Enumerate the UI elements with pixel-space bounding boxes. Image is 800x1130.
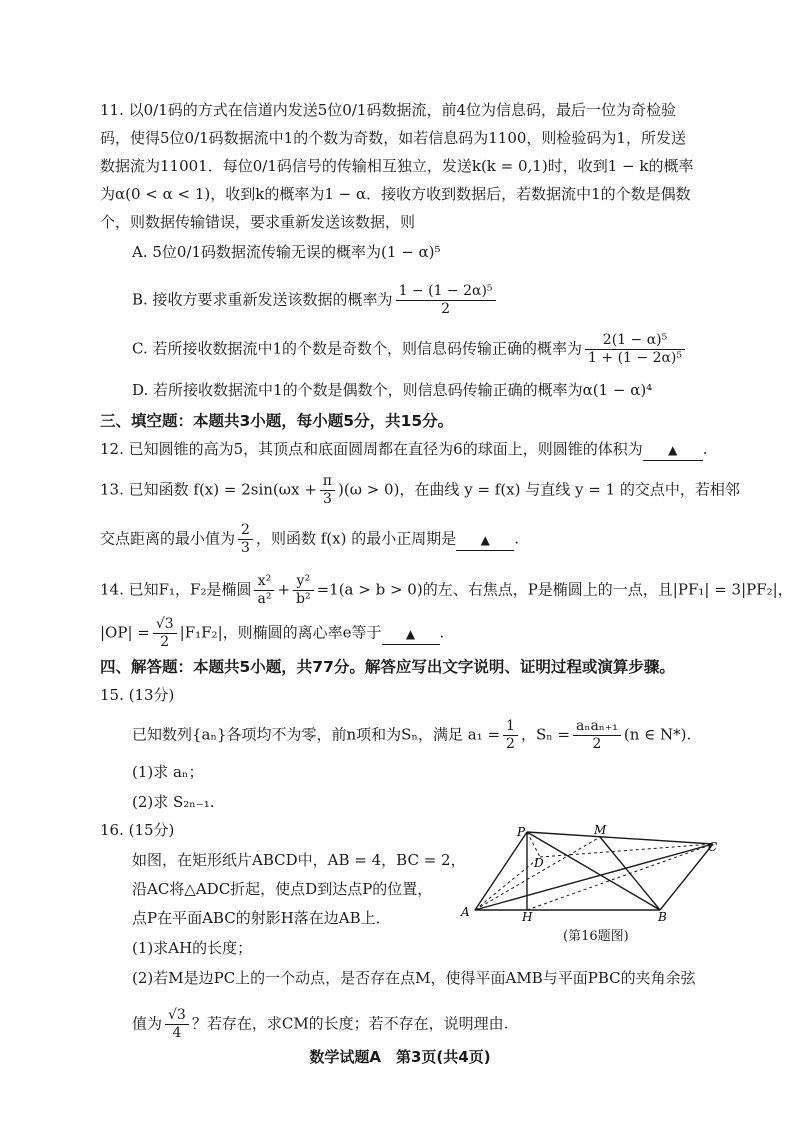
- q15-statement: 已知数列{aₙ}各项均不为零，前n项和为Sₙ，满足 a₁ = $\frac{1}{2}$ ，Sₙ = $\frac{\text{aₙaₙ₊₁}}{2}$ (n ∈ N*).: [132, 718, 692, 752]
- q15-part-2: (2)求 S₂ₙ₋₁.: [132, 793, 215, 811]
- q13-line-1: 13. 已知函数 f(x) = 2sin(ωx + $\frac{\pi}{3}$ )(ω > 0)，在曲线 y = f(x) 与直线 y = 1 的交点中，若相邻: [100, 473, 740, 507]
- answer-blank: ▲: [456, 530, 514, 551]
- label-A: A: [461, 905, 470, 919]
- q15-part-1: (1)求 aₙ；: [132, 763, 204, 781]
- q13-line-2: 交点距离的最小值为 $\frac{2}{3}$ ，则函数 f(x) 的最小正周期是 ▲ .: [100, 522, 519, 556]
- edge-PC: [527, 832, 713, 844]
- q16-heading: 16. (15分): [100, 821, 175, 839]
- q11-line-5: 个，则数据传输错误，要求重新发送该数据，则: [100, 213, 416, 231]
- q11-line-2: 码，使得5位0/1码数据流中1的个数为奇数，如若信息码为1100，则检验码为1，所发送: [100, 129, 686, 147]
- q16-part-2-cont: 值为 $\frac{√3}{4}$ ？若存在，求CM的长度；若不存在，说明理由.: [132, 1007, 509, 1041]
- edge-HC: [527, 844, 713, 910]
- q11-option-c: C. 若所接收数据流中1的个数是奇数个，则信息码传输正确的概率为 $\frac{\text{2(1 − α)⁵}}{\text{1 + (1 − 2α)⁵}}$: [132, 332, 688, 367]
- figure-caption: (第16题图): [563, 929, 629, 944]
- page-footer: 数学试题A 第3页(共4页): [309, 1048, 491, 1066]
- q16-part-1: (1)求AH的长度；: [132, 939, 253, 957]
- answer-blank: ▲: [382, 624, 440, 645]
- q12: 12. 已知圆锥的高为5，其顶点和底面圆周都在直径为6的球面上，则圆锥的体积为 ▲ .: [100, 439, 708, 461]
- label-B: B: [658, 910, 667, 922]
- edge-AC: [475, 844, 713, 910]
- q16-line-2: 沿AC将△ADC折起，使点D到达点P的位置，: [132, 880, 433, 898]
- q14-line-2: |OP| = $\frac{√3}{2}$ |F₁F₂|，则椭圆的离心率e等于 ▲ .: [100, 616, 445, 650]
- label-H: H: [522, 910, 533, 922]
- edge-AD: [475, 857, 540, 910]
- q11-option-a: A. 5位0/1码数据流传输无误的概率为(1 − α)⁵: [132, 243, 441, 261]
- q11-option-d: D. 若所接收数据流中1的个数是偶数个，则信息码传输正确的概率为α(1 − α)⁴: [132, 381, 653, 399]
- q11-option-b: B. 接收方要求重新发送该数据的概率为 $\frac{\text{1 − (1 − 2α)⁵}}{2}$: [132, 283, 499, 318]
- q11-line-1: 11. 以0/1码的方式在信道内发送5位0/1码数据流，前4位为信息码，最后一位为奇检验: [100, 101, 676, 119]
- edge-PB: [527, 832, 660, 910]
- answer-blank: ▲: [643, 440, 703, 461]
- edge-AM: [475, 837, 600, 910]
- label-C: C: [708, 840, 718, 854]
- section-4-heading: 四、解答题：本题共5小题，共77分。解答应写出文字说明、证明过程或演算步骤。: [100, 658, 675, 676]
- q16-part-2: (2)若M是边PC上的一个动点，是否存在点M，使得平面AMB与平面PBC的夹角余弦: [132, 969, 696, 987]
- label-D: D: [534, 856, 544, 870]
- label-P: P: [517, 825, 526, 839]
- section-3-heading: 三、填空题：本题共3小题，每小题5分，共15分。: [100, 412, 454, 430]
- label-M: M: [594, 823, 607, 837]
- q11-line-3: 数据流为11001．每位0/1码信号的传输相互独立，发送k(k = 0,1)时，收到1 − k的概率: [100, 157, 694, 175]
- q14-line-1: 14. 已知F₁，F₂是椭圆 $\frac{\text{x²}}{\text{a²}}$ + $\frac{\text{y²}}{\text{b²}}$ =1(a > b > 0)的左、右焦点，P是椭圆上的一点，且|PF₁| = 3|PF₂|，: [100, 573, 793, 607]
- q16-figure: [455, 822, 725, 922]
- q16-line-3: 点P在平面ABC的射影H落在边AB上．: [132, 909, 391, 927]
- q16-line-1: 如图，在矩形纸片ABCD中，AB = 4，BC = 2，: [132, 851, 466, 869]
- q15-heading: 15. (13分): [100, 686, 175, 704]
- q11-line-4: 为α(0 < α < 1)，收到k的概率为1 − α．接收方收到数据后，若数据流中1的个数是偶数: [100, 185, 691, 203]
